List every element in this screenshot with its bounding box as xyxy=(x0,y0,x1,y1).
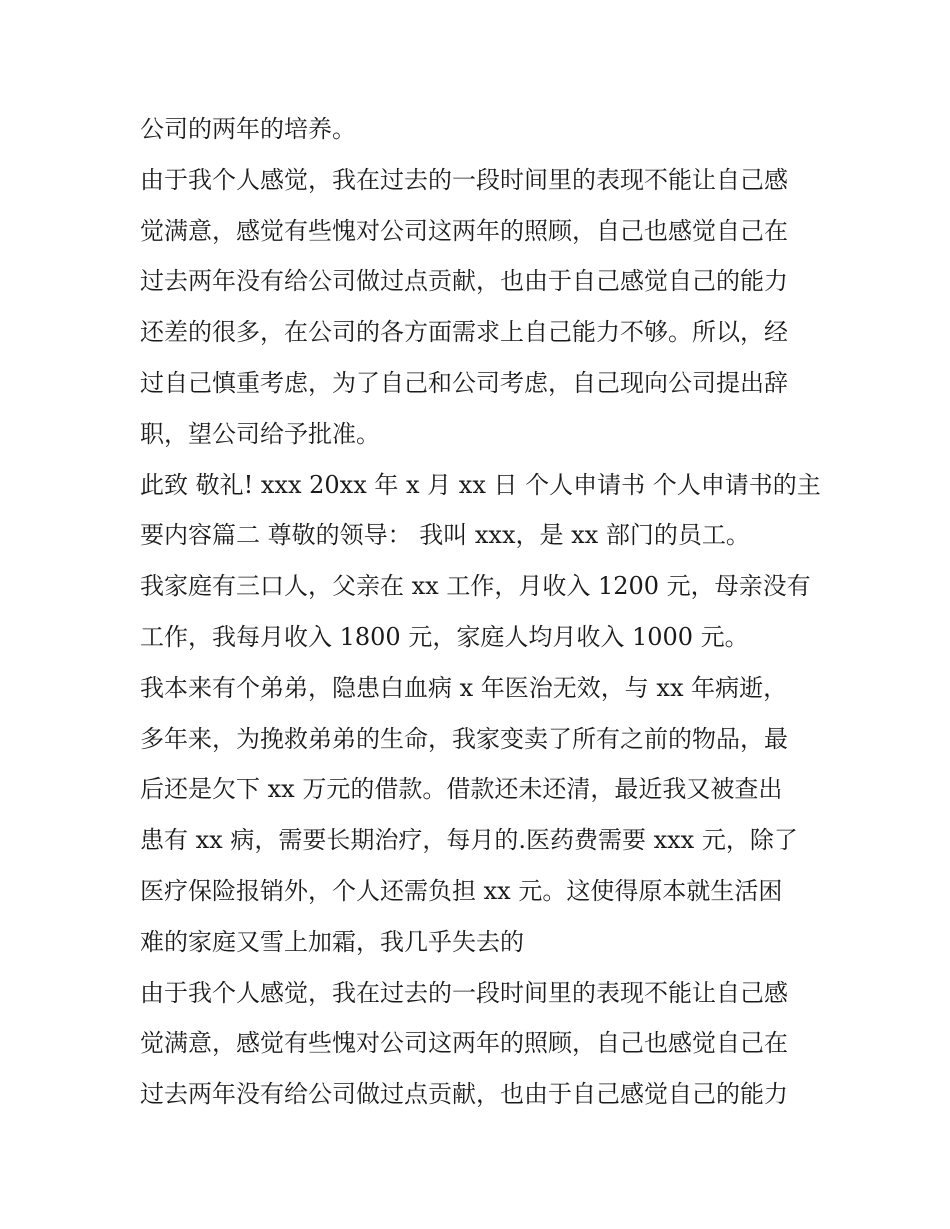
text-line: 此致 敬礼! xxx 20xx 年 x 月 xx 日 个人申请书 个人申请书的主 xyxy=(140,470,821,499)
text-line: 过去两年没有给公司做过点贡献，也由于自己感觉自己的能力 xyxy=(140,267,788,296)
text-line: 过自己慎重考虑，为了自己和公司考虑，自己现向公司提出辞 xyxy=(140,368,788,397)
text-line: 公司的两年的培养。 xyxy=(140,115,356,143)
text-line: 要内容篇二 尊敬的领导： 我叫 xxx，是 xx 部门的员工。 xyxy=(140,521,750,550)
text-line: 还差的很多，在公司的各方面需求上自己能力不够。所以，经 xyxy=(140,318,788,347)
text-line: 后还是欠下 xx 万元的借款。借款还未还清，最近我又被查出 xyxy=(140,775,783,804)
text-line: 职，望公司给予批准。 xyxy=(140,419,380,448)
text-line: 患有 xx 病，需要长期治疗，每月的.医药费需要 xxx 元，除了 xyxy=(140,826,798,855)
text-line: 我家庭有三口人，父亲在 xx 工作，月收入 1200 元，母亲没有 xyxy=(140,572,811,601)
text-line: 医疗保险报销外，个人还需负担 xx 元。这使得原本就生活困 xyxy=(140,876,783,905)
text-line: 难的家庭又雪上加霜，我几乎失去的 xyxy=(140,927,524,956)
text-line: 多年来，为挽救弟弟的生命，我家变卖了所有之前的物品，最 xyxy=(140,724,788,753)
text-line: 由于我个人感觉，我在过去的一段时间里的表现不能让自己感 xyxy=(140,978,788,1007)
text-line: 由于我个人感觉，我在过去的一段时间里的表现不能让自己感 xyxy=(140,165,788,194)
text-line: 觉满意，感觉有些愧对公司这两年的照顾，自己也感觉自己在 xyxy=(140,1029,788,1058)
text-line: 工作，我每月收入 1800 元，家庭人均月收入 1000 元。 xyxy=(140,622,749,651)
text-line: 我本来有个弟弟，隐患白血病 x 年医治无效，与 xx 年病逝， xyxy=(140,673,788,702)
document-body xyxy=(140,104,840,1120)
text-line: 过去两年没有给公司做过点贡献，也由于自己感觉自己的能力 xyxy=(140,1080,788,1109)
text-line: 觉满意，感觉有些愧对公司这两年的照顾，自己也感觉自己在 xyxy=(140,216,788,245)
